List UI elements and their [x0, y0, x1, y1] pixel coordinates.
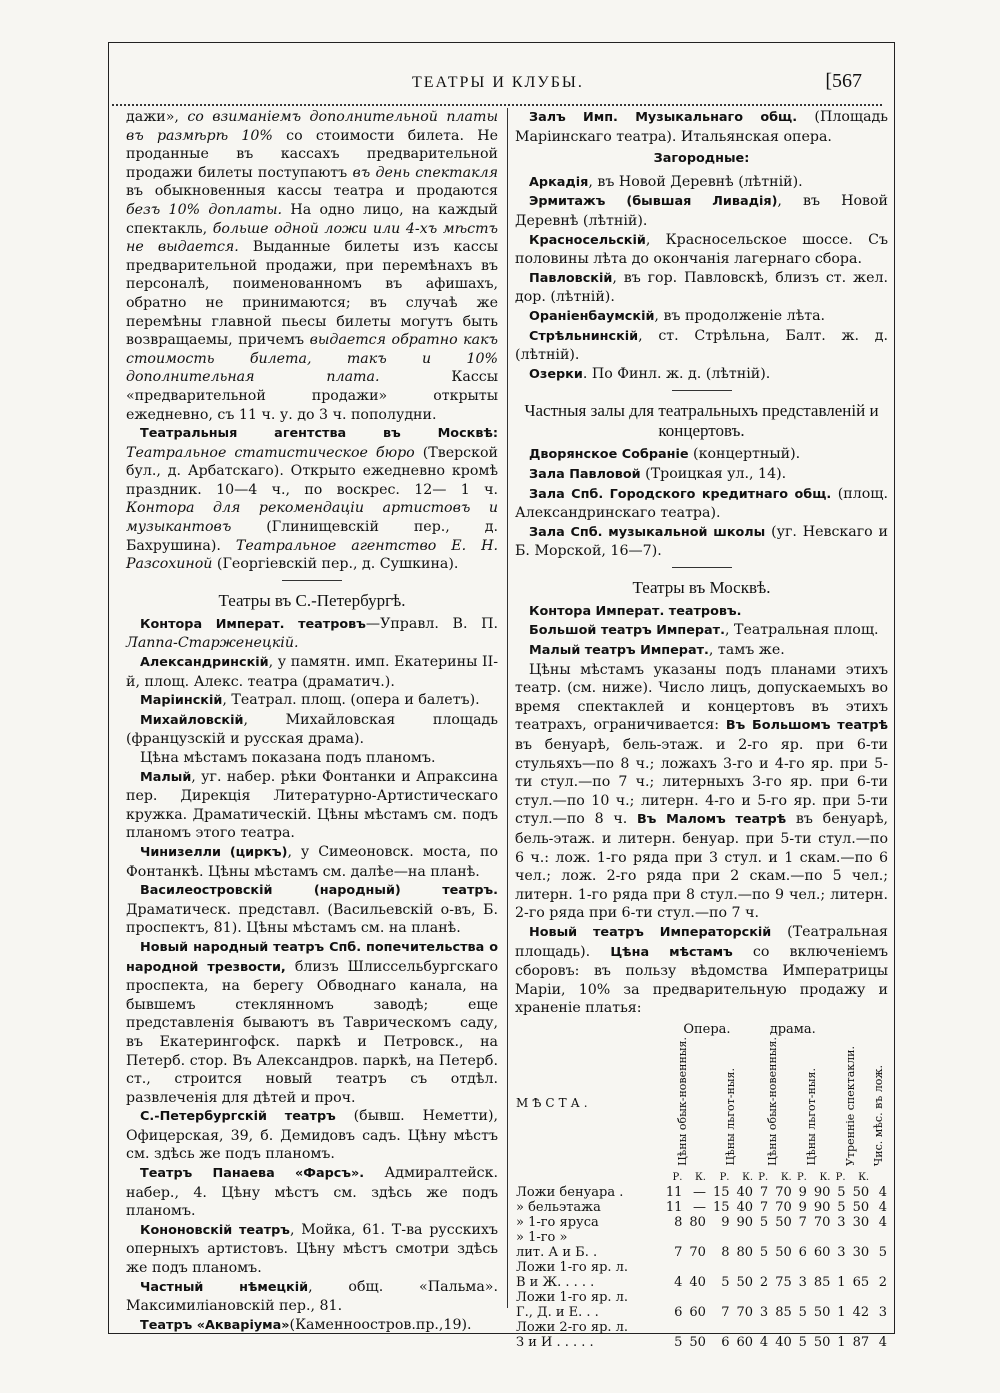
section-divider [282, 580, 342, 581]
table-cell: 7 [798, 1214, 807, 1230]
price-table-unit-row: Р. К. Р. К. Р. К. Р. К. Р. К. [672, 1171, 870, 1183]
table-cell: 3 [878, 1304, 887, 1320]
table-cell: 60 [689, 1304, 706, 1320]
table-cell: 8 [674, 1214, 683, 1230]
right-column [515, 108, 888, 1350]
table-cell: 40 [736, 1199, 754, 1215]
table-cell [660, 1320, 684, 1335]
table-row [515, 1215, 888, 1230]
table-row [515, 1275, 888, 1290]
table-cell: 42 [852, 1304, 870, 1320]
table-cell: 9 [798, 1184, 807, 1200]
table-cell: 70 [736, 1304, 754, 1320]
entry-alexandrinsky: Александринскій, у памятн. имп. Екатерины II-й, площ. Алекс. театра (драматич.). [126, 654, 498, 690]
running-title: ТЕАТРЫ И КЛУБЫ. [412, 74, 584, 91]
table-cell: 50 [852, 1184, 870, 1200]
table-cell: 70 [813, 1214, 831, 1230]
table-cell: 4 [878, 1199, 887, 1215]
table-cell: 5 [759, 1244, 769, 1260]
col-header: Утренніе спектакли. [843, 1045, 857, 1166]
table-cell: 75 [775, 1274, 792, 1290]
table-cell [731, 1320, 755, 1335]
table-cell: 11 [665, 1199, 683, 1215]
table-cell: 8 [721, 1244, 730, 1260]
table-cell [847, 1320, 871, 1335]
row-label: лит. А и Б. . [516, 1244, 598, 1260]
table-cell [754, 1320, 769, 1335]
row-label: Ложи 1-го яр. л. [516, 1289, 629, 1305]
entry-novy-imperial: Новый театръ Императорскій (Театральная площадь). Цѣна мѣстамъ со включеніемъ сборовъ: въ пользу вѣдомства Императрицы Маріи, 10% за предварительную продажу и храненіе платья: [515, 923, 888, 1017]
entry-krasnoselsky: Красносельскій, Красносельское шоссе. Съ половины лѣта до окончанія лагернаго сбора. [515, 231, 888, 268]
table-cell [808, 1230, 832, 1245]
table-cell [870, 1320, 888, 1335]
group-drama: драма. [769, 1021, 816, 1037]
entry-pavlovsky: Павловскій, въ гор. Павловскѣ, близъ ст. жел. дор. (лѣтній). [515, 269, 888, 306]
table-cell: 7 [674, 1244, 683, 1260]
spb-section-title: Театры въ С.-Петербургѣ. [218, 590, 406, 610]
presale-paragraph: дажи», со взиманіемъ дополнительной платы въ размѣрѣ 10% со стоимости билета. Не проданные въ кассахъ предварительной продажи билеты поступаютъ въ день спектакля въ обыкновенныя кассы театра и продаются безъ 10% доплаты. На одно лицо, на каждый спектакль, больше одной ложи или 4-хъ мѣстъ не выдается. Выданные билеты изъ кассы предварительной продажи, при перемѣнахъ въ персоналѣ, поименованномъ въ афишахъ, обратно не принимаются; въ случаѣ же перемѣны главной пьесы билеты могутъ быть возвращаемы, причемъ выдается обратно какъ стоимость билета, такъ и 10% дополнительная плата. Кассы «предварительной продажи» открыты ежедневно, съ 11 ч. у. до 3 ч. пополудни. [126, 109, 499, 423]
price-table-group-row [515, 1022, 888, 1037]
entry-aquarium: Театръ «Акваріума»(Каменноостров.пр.,19). [140, 1316, 472, 1333]
table-cell: 15 [712, 1184, 730, 1200]
table-cell: 5 [674, 1334, 683, 1350]
table-cell: — [692, 1184, 706, 1200]
table-cell: 50 [775, 1244, 792, 1260]
col-header: Цѣны льгот-ныя. [805, 1068, 819, 1166]
entry-spb-theatre: С.-Петербургскій театръ (бывш. Неметти), Офицерская, 39, б. Демидовъ садъ. Цѣну мѣстъ см. здѣсь же подъ планомъ. [126, 1108, 498, 1163]
table-cell: 4 [878, 1334, 887, 1350]
table-cell [769, 1230, 793, 1245]
table-cell: 2 [878, 1274, 887, 1290]
table-cell: 3 [837, 1214, 846, 1230]
entry-music-school: Зала Спб. музыкальной школы (уг. Невскаго и Б. Морской, 16—7). [515, 523, 888, 560]
table-cell: 70 [775, 1184, 792, 1200]
table-cell [793, 1260, 808, 1275]
table-cell: 90 [736, 1214, 754, 1230]
table-row [515, 1200, 888, 1215]
table-cell: 5 [721, 1274, 730, 1290]
table-cell: 3 [798, 1274, 807, 1290]
table-row [515, 1245, 888, 1260]
entry-novy-narodny: Новый народный театръ Спб. попечительства о народной трезвости, близъ Шлиссельбургскаго проспекта, на берегу Обводнаго канала, на бывшемъ стеклянномъ заводѣ; еще представленія бываютъ въ Таврическомъ саду, въ Екатерингофск. паркѣ и Петровск., на Петерб. стор. Въ Александров. паркѣ, на Петерб. ст., строится новый театръ съ отдѣл. развлеченія для дѣтей и проч. [126, 939, 498, 1106]
table-cell: 1 [837, 1274, 846, 1290]
entry-kononovsky: Кононовскій театръ, Мойка, 61. Т-ва русскихъ оперныхъ артистовъ. Цѣну мѣстъ смотри здѣсь же подъ планомъ. [126, 1221, 498, 1277]
table-cell [731, 1230, 755, 1245]
table-cell [769, 1290, 793, 1305]
entry-vasileostrovsky: Василеостровскій (народный) театръ. Драматическ. представл. (Васильевскій о-въ, Б. проспектъ, 81). Цѣны мѣстамъ см. на планѣ. [126, 883, 498, 937]
table-cell: 70 [775, 1199, 792, 1215]
table-cell [660, 1230, 684, 1245]
row-label: Г., Д. и Е. . . [516, 1304, 599, 1320]
price-table [515, 1022, 888, 1350]
table-cell: 15 [712, 1199, 730, 1215]
table-cell [808, 1260, 832, 1275]
row-label: » бельэтажа [516, 1199, 601, 1215]
private-halls-title: Частныя залы для театральныхъ представленій и концертовъ. [524, 401, 879, 441]
table-cell: 3 [759, 1304, 769, 1320]
table-cell [793, 1320, 808, 1335]
table-cell: 5 [837, 1199, 846, 1215]
table-cell: 5 [837, 1184, 846, 1200]
moscow-agencies-paragraph: Театральныя агентства въ Москвѣ: Театральное статистическое бюро (Тверской бул., д. Арбатскаго). Открыто ежедневно кромѣ праздник. 10—4 ч., по воскрес. 12— 1 ч. Контора для рекомендаціи артистовъ и музыкантовъ (Глинищевскій пер., д. Бахрушина). Театральное агентство Е. Н. Разсохиной (Георгіевскій пер., д. Сушкина). [126, 426, 499, 573]
table-cell: — [692, 1199, 706, 1215]
table-cell [683, 1230, 707, 1245]
entry-maly-moscow: Малый театръ Императ., тамъ же. [529, 642, 785, 659]
table-cell: 65 [852, 1274, 870, 1290]
table-cell [683, 1290, 707, 1305]
entry-dvoryanskoe: Дворянское Собраніе (концертный). [529, 446, 801, 463]
row-label: Ложи бенуара . [516, 1184, 624, 1200]
table-cell [754, 1260, 769, 1275]
table-cell [870, 1230, 888, 1245]
table-cell: 5 [798, 1334, 807, 1350]
table-cell: 4 [759, 1334, 769, 1350]
table-cell [683, 1260, 707, 1275]
table-cell: 6 [721, 1334, 730, 1350]
table-cell [754, 1290, 769, 1305]
table-cell [808, 1290, 832, 1305]
table-cell [831, 1260, 846, 1275]
entry-mariinsky: Маріинскій, Театрал. площ. (опера и балетъ). [140, 692, 480, 709]
country-subtitle: Загородные: [653, 151, 750, 167]
entry-moscow-kontora: Контора Императ. театровъ. [529, 603, 742, 619]
col-header: Цѣны обык-новенныя. [676, 1036, 690, 1166]
page-header [112, 70, 892, 100]
table-cell: 4 [878, 1214, 887, 1230]
section-divider [672, 567, 732, 568]
table-row [515, 1230, 888, 1245]
row-label: » 1-го яруса [516, 1214, 599, 1230]
table-cell: 40 [736, 1184, 754, 1200]
table-row [515, 1335, 888, 1350]
table-cell [731, 1290, 755, 1305]
table-cell: 6 [674, 1304, 683, 1320]
col-header: Чис. мѣс. въ лож. [872, 1064, 886, 1166]
row-label: В и Ж. . . . . [516, 1274, 595, 1290]
entry-kontora: Контора Императ. театровъ—Управл. В. П. Лаппа-Старженецкій. [126, 615, 498, 652]
table-cell [660, 1290, 684, 1305]
left-column [126, 108, 498, 1335]
row-label: » 1-го » [516, 1229, 568, 1245]
group-opera: Опера. [683, 1021, 731, 1037]
table-cell [831, 1230, 846, 1245]
entry-arkadia: Аркадія, въ Новой Деревнѣ (лѣтній). [529, 173, 803, 190]
table-cell: 40 [689, 1274, 706, 1290]
table-cell: 90 [813, 1199, 831, 1215]
table-cell: 3 [837, 1244, 846, 1260]
table-cell: 6 [798, 1244, 807, 1260]
table-row [515, 1260, 888, 1275]
table-cell: 4 [674, 1274, 683, 1290]
table-cell: 50 [813, 1334, 831, 1350]
table-cell: 70 [689, 1244, 706, 1260]
table-cell [707, 1290, 731, 1305]
entry-maly: Малый, уг. набер. рѣки Фонтанки и Апраксина пер. Дирекція Литературно-Артистическаго кружка. Драматическій. Цѣны мѣстамъ см. подъ планомъ этого театра. [126, 768, 498, 842]
entry-ermitazh: Эрмитажъ (бывшая Ливадія), въ Новой Деревнѣ (лѣтній). [515, 193, 888, 229]
table-cell: 30 [852, 1214, 870, 1230]
table-cell: 40 [775, 1334, 792, 1350]
entry-german: Частный нѣмецкій, общ. «Пальма». Максимиліановскій пер., 81. [126, 1278, 498, 1315]
table-cell: 5 [798, 1304, 807, 1320]
entry-oranienbaum: Ораніенбаумскій, въ продолженіе лѣта. [529, 307, 826, 324]
table-cell [870, 1290, 888, 1305]
moscow-section-title: Театры въ Москвѣ. [632, 577, 771, 597]
table-cell: 7 [759, 1184, 769, 1200]
table-cell: 50 [689, 1334, 706, 1350]
table-cell: 9 [721, 1214, 730, 1230]
table-cell: 50 [813, 1304, 831, 1320]
table-row [515, 1290, 888, 1305]
table-cell: 1 [837, 1334, 846, 1350]
entry-fars: Театръ Панаева «Фарсъ». Адмиралтейск. набер., 4. Цѣну мѣстъ см. здѣсь же подъ планомъ. [126, 1165, 499, 1220]
price-table-header-row [515, 1037, 888, 1170]
table-cell: 80 [689, 1214, 706, 1230]
table-row [515, 1305, 888, 1320]
price-table-body [515, 1185, 888, 1350]
table-cell [808, 1320, 832, 1335]
col-header: Цѣны льгот-ныя. [723, 1068, 737, 1166]
table-cell: 4 [878, 1184, 887, 1200]
entry-bolshoi: Большой театръ Императ., Театральная площ. [529, 622, 879, 639]
table-cell: 50 [775, 1214, 792, 1230]
table-cell: 60 [813, 1244, 831, 1260]
table-cell [769, 1320, 793, 1335]
table-cell: 5 [759, 1214, 769, 1230]
table-cell [707, 1230, 731, 1245]
table-cell: 7 [759, 1199, 769, 1215]
table-cell [707, 1260, 731, 1275]
table-cell: 2 [759, 1274, 769, 1290]
entry-mikhailovsky: Михайловскій, Михайловская площадь (французскій и русская драма). [126, 711, 498, 748]
table-cell: 50 [852, 1199, 870, 1215]
table-cell: 9 [798, 1199, 807, 1215]
table-cell: 85 [813, 1274, 831, 1290]
table-cell [731, 1260, 755, 1275]
entry-pavlova: Зала Павловой (Троицкая ул., 14). [529, 465, 787, 482]
table-cell [847, 1260, 871, 1275]
table-cell [683, 1320, 707, 1335]
entry-mikhailovsky-note: Цѣна мѣстамъ показана подъ планомъ. [140, 750, 436, 766]
table-cell [754, 1230, 769, 1245]
table-cell [793, 1230, 808, 1245]
table-cell [847, 1230, 871, 1245]
table-row [515, 1185, 888, 1200]
entry-strelna: Стрѣльнинскій, ст. Стрѣльна, Балт. ж. д. (лѣтній). [515, 327, 888, 364]
section-divider [672, 390, 732, 391]
table-cell [707, 1320, 731, 1335]
table-cell: 1 [837, 1304, 846, 1320]
col-places: МѢСТА. [516, 1095, 592, 1110]
table-cell [831, 1290, 846, 1305]
row-label: Ложи 2-го яр. л. [516, 1319, 629, 1335]
moscow-limits-paragraph: Цѣны мѣстамъ указаны подъ планами этихъ театр. (см. ниже). Число лицъ, допускаемыхъ во время спектаклей и концертовъ въ этихъ театрахъ, ограничивается: Въ Большомъ театрѣ въ бенуарѣ, бель-этаж. и 2-го яр. при 6-ти стульяхъ—по 8 ч.; ложахъ 3-го и 4-го яр. при 5-ти стул.—по 7 ч.; литерныхъ 3-го яр. при 6-ти стул.—по 10 ч.; литерн. 4-го и 5-го яр. при 5-ти стул.—по 8 ч. Въ Маломъ театрѣ въ бенуарѣ, бель-этаж. и литерн. бенуар. при 5-ти стул.—по 6 ч.: лож. 1-го ряда при 3 стул. и 1 скам.—по 6 чел.; лож. 2-го ряда при 2 скам.—по 5 чел.; литерн. 1-го ряда при 8 стул.—по 9 чел.; литерн. 2-го ряда при 6-ти стул.—по 7 ч. [515, 661, 889, 922]
column-divider [507, 108, 508, 1308]
table-cell [769, 1260, 793, 1275]
table-cell [793, 1290, 808, 1305]
table-row [515, 1320, 888, 1335]
table-cell: 30 [852, 1244, 870, 1260]
entry-music-hall: Залъ Имп. Музыкальнаго общ. (Площадь Маріинскаго театра). Итальянская опера. [515, 109, 888, 145]
col-header: Цѣны обык-новенныя. [766, 1036, 780, 1166]
table-cell: 60 [736, 1334, 754, 1350]
table-cell: 87 [852, 1334, 870, 1350]
row-label: З и И . . . . . [516, 1334, 594, 1350]
entry-ozerki: Озерки. По Финл. ж. д. (лѣтній). [529, 365, 771, 382]
table-cell: 90 [813, 1184, 831, 1200]
table-cell: 5 [878, 1244, 887, 1260]
page-number: [567 [825, 70, 862, 92]
table-cell [831, 1320, 846, 1335]
entry-ciniselli: Чинизелли (циркъ), у Симеоновск. моста, по Фонтанкѣ. Цѣны мѣстамъ см. далѣе—на планѣ. [126, 843, 499, 880]
table-cell [660, 1260, 684, 1275]
table-cell [870, 1260, 888, 1275]
row-label: Ложи 1-го яр. л. [516, 1259, 629, 1275]
table-cell: 50 [736, 1274, 754, 1290]
entry-credit-society: Зала Спб. Городского кредитнаго общ. (площ. Александринскаго театра). [515, 485, 888, 522]
table-cell: 11 [665, 1184, 683, 1200]
table-cell: 7 [721, 1304, 730, 1320]
table-cell [847, 1290, 871, 1305]
table-cell: 85 [775, 1304, 792, 1320]
header-rule [112, 98, 882, 106]
table-cell: 80 [736, 1244, 754, 1260]
